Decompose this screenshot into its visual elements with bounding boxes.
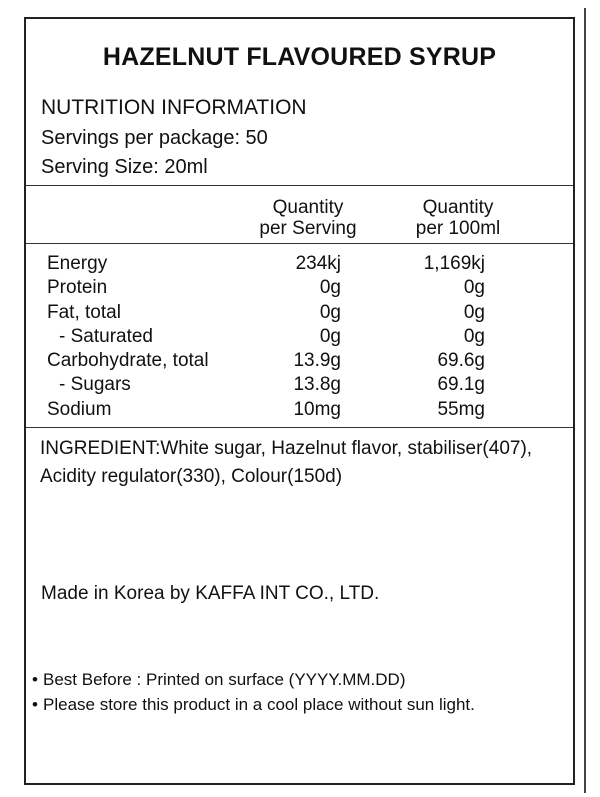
manufacturer-info: Made in Korea by KAFFA INT CO., LTD.	[41, 583, 380, 604]
per-100ml-value: 0g	[463, 277, 485, 299]
nutrient-name: Energy	[47, 253, 108, 274]
nutrient-name: Sodium	[47, 398, 112, 420]
nutrient-name: - Saturated	[59, 325, 153, 347]
column-header-per-serving	[238, 197, 378, 239]
servings-per-package: Servings per package: 50	[41, 127, 268, 149]
table-row	[26, 326, 573, 350]
per-serving-value: 234kj	[295, 253, 341, 274]
nutrient-name: - Sugars	[59, 374, 131, 396]
ingredient-list: INGREDIENT:White sugar, Hazelnut flavor, stabiliser(407), Acidity regulator(330), Colour(150d)	[40, 438, 533, 487]
bullet-icon: •	[32, 695, 38, 714]
table-row	[26, 350, 573, 374]
nutrition-label	[24, 17, 575, 785]
per-serving-value: 0g	[319, 277, 341, 299]
per-100ml-value: 69.1g	[437, 374, 485, 396]
best-before-text: Best Before : Printed on surface (YYYY.MM.DD)	[43, 670, 406, 689]
table-row	[26, 399, 573, 423]
nutrition-heading: NUTRITION INFORMATION	[41, 96, 307, 119]
per-100ml-value: 0g	[463, 301, 485, 323]
per-100ml-value: 1,169kj	[423, 253, 485, 274]
per-serving-value: 0g	[319, 325, 341, 347]
per-100ml-value: 69.6g	[437, 350, 485, 372]
table-row	[26, 277, 573, 301]
page-edge-line	[584, 8, 586, 793]
product-title: HAZELNUT FLAVOURED SYRUP	[102, 43, 497, 71]
storage-notes	[32, 667, 475, 717]
column-header-line: Quantity	[272, 197, 344, 218]
nutrient-name: Carbohydrate, total	[47, 350, 209, 372]
best-before-note	[32, 667, 475, 692]
serving-size: Serving Size: 20ml	[41, 156, 208, 178]
table-row	[26, 374, 573, 398]
per-serving-value: 13.9g	[293, 350, 341, 372]
per-serving-value: 13.8g	[293, 374, 341, 396]
table-row	[26, 253, 573, 277]
per-serving-value: 0g	[319, 301, 341, 323]
nutrient-name: Protein	[47, 277, 108, 299]
divider	[26, 185, 573, 186]
divider	[26, 243, 573, 244]
column-header-line: per 100ml	[415, 218, 501, 239]
divider	[26, 427, 573, 428]
column-header-line: Quantity	[422, 197, 494, 218]
storage-text: Please store this product in a cool place without sun light.	[43, 695, 475, 714]
column-header-line: per Serving	[259, 218, 357, 239]
per-100ml-value: 0g	[463, 325, 485, 347]
nutrition-table	[26, 253, 573, 423]
bullet-icon: •	[32, 670, 38, 689]
storage-note	[32, 692, 475, 717]
per-100ml-value: 55mg	[437, 398, 485, 420]
column-header-per-100ml	[388, 197, 528, 239]
table-row	[26, 302, 573, 326]
per-serving-value: 10mg	[293, 398, 341, 420]
nutrient-name: Fat, total	[47, 301, 121, 323]
